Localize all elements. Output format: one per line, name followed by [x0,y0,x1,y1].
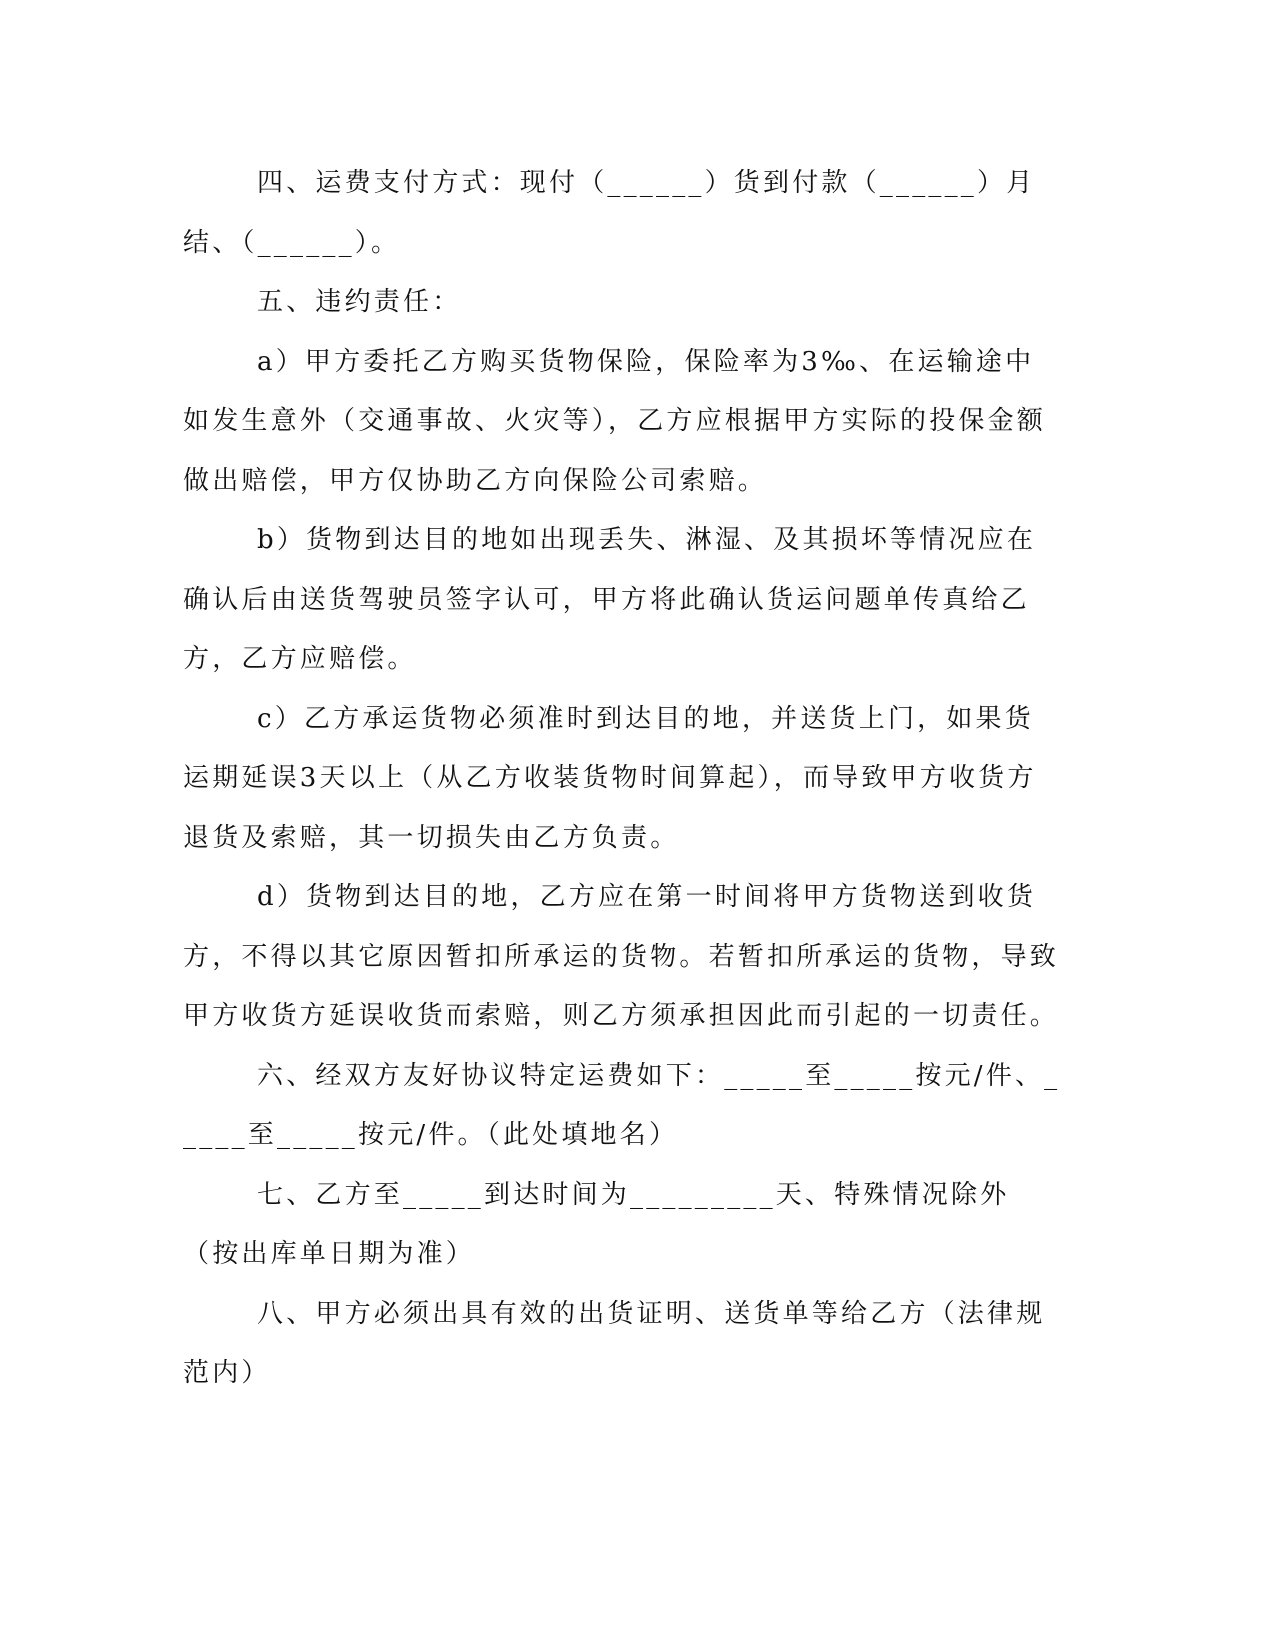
paragraph-clause-d-detention: d）货物到达目的地，乙方应在第一时间将甲方货物送到收货方，不得以其它原因暂扣所承运的货物。若暂扣所承运的货物，导致甲方收货方延误收货而索赔，则乙方须承担因此而引起的一切责任。 [183,882,1060,1031]
paragraph-clause-a-insurance: a）甲方委托乙方购买货物保险，保险率为3‰、在运输途中如发生意外（交通事故、火灾等），乙方应根据甲方实际的投保金额做出赔偿，甲方仅协助乙方向保险公司索赔。 [183,346,1047,496]
paragraph-shipping-documents: 八、甲方必须出具有效的出货证明、送货单等给乙方（法律规范内） [183,1298,1046,1388]
paragraph-freight-rates: 六、经双方友好协议特定运费如下：_____至_____按元/件、_____至_____按元/件。（此处填地名） [183,1060,1061,1150]
paragraph-clause-c-delay: c）乙方承运货物必须准时到达目的地，并送货上门，如果货运期延误3天以上（从乙方收装货物时间算起），而导致甲方收货方退货及索赔，其一切损失由乙方负责。 [183,703,1037,853]
paragraph-arrival-time: 七、乙方至_____到达时间为_________天、特殊情况除外（按出库单日期为准） [183,1179,1010,1269]
paragraph-clause-b-damage: b）货物到达目的地如出现丢失、淋湿、及其损坏等情况应在确认后由送货驾驶员签字认可，甲方将此确认货运问题单传真给乙方，乙方应赔偿。 [183,525,1037,674]
paragraph-breach-liability-heading: 五、违约责任： [257,287,462,317]
document-body [183,154,1063,1404]
paragraph-payment-method: 四、运费支付方式：现付（______）货到付款（______）月结、（______）。 [183,168,1036,258]
